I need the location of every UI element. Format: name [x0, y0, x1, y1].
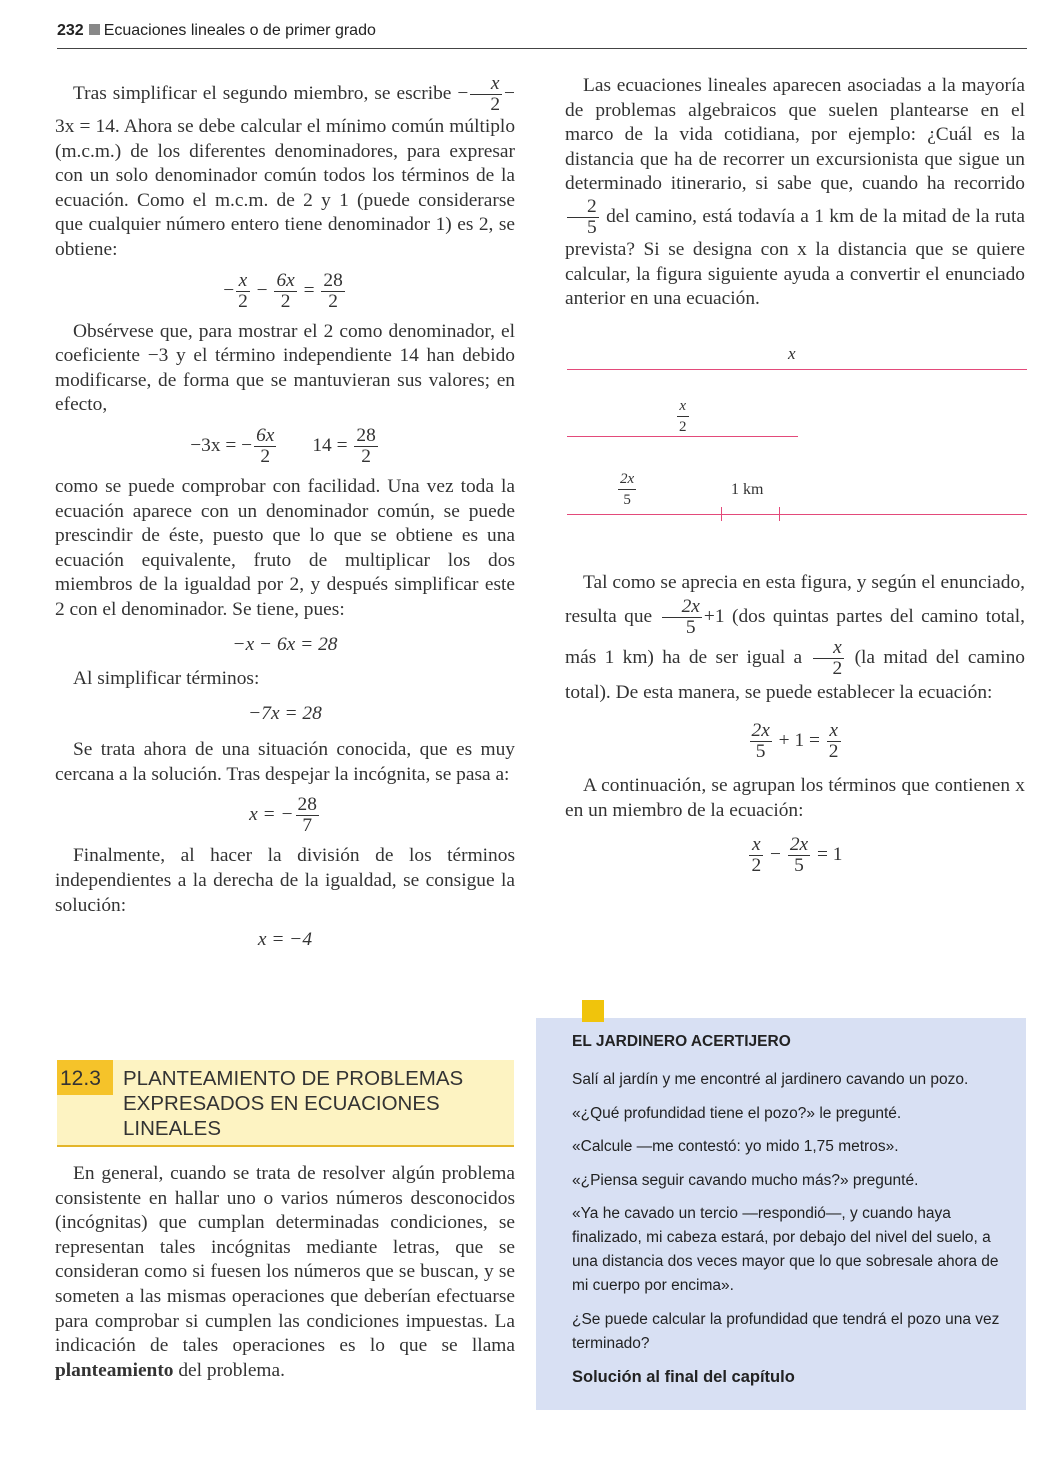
diagram-label-two-fifths: $\frac{2x}{5}$: [620, 471, 635, 508]
tick-mark: [721, 507, 722, 521]
right-column: [565, 74, 1025, 312]
fraction: $\frac{x}{2}$: [470, 74, 502, 115]
puzzle-line: «Ya he cavado un tercio —respondió—, y cuando haya finalizado, mi cabeza estará, por debajo del nivel del suelo, a una distancia dos veces mayor que lo que sobresale ahora de mi cuerpo por encima».: [572, 1205, 999, 1294]
diagram-label-x: x: [788, 344, 796, 363]
puzzle-solution-note: Solución al final del capítulo: [572, 1368, 795, 1386]
paragraph: En general, cuando se trata de resolver algún problema consistente en hallar uno o varios números desconocidos (incógnitas) que cumplan determinadas condiciones, se representan tales incógnitas mediante letras, que se consideran como si fuesen los números que se buscan, y se someten a las mismas operaciones que deberían efectuarse para comprobar si cumplen las condiciones impuestas. La indicación de tales operaciones es lo que se llama planteamiento del problema.: [55, 1163, 515, 1381]
bold-term: planteamiento: [55, 1359, 174, 1381]
equation: $\frac{2x}{5}$ + 1 = $\frac{x}{2}$: [751, 720, 839, 762]
distance-diagram: [567, 338, 1027, 528]
box-tab-square: [582, 1000, 604, 1022]
paragraph: Tras simplificar el segundo miembro, se escribe − $\frac{x}{2}$ − 3x = 14. Ahora se debe calcular el mínimo común múltiplo (m.c.m.) de los diferentes denominadores, para expresar con un solo denominador común todos los términos de la ecuación. Como el m.c.m. de 2 y 1 (puede considerarse que cualquier número entero tiene denominador 1) es 2, se obtiene:: [55, 73, 516, 260]
puzzle-content: [572, 1030, 1010, 1399]
paragraph: Tal como se aprecia en esta figura, y según el enunciado, resulta que $\frac{2x}{5}$ +1 (dos quintas partes del camino total, más 1 km) ha de ser igual a $\frac{x}{2}$ (la mitad del camino total). De esta manera, se puede establecer la ecuación:: [565, 572, 1026, 703]
puzzle-line: ¿Se puede calcular la profundidad que tendrá el pozo una vez terminado?: [572, 1310, 1000, 1352]
running-title: Ecuaciones lineales o de primer grado: [103, 22, 376, 39]
equation: −x − 6x = 28: [232, 633, 338, 655]
running-header: [57, 22, 1027, 49]
equation: −3x = − $\frac{6x}{2}$ 14 = $\frac{28}{2}$: [190, 424, 376, 467]
paragraph: como se puede comprobar con facilidad. Una vez toda la ecuación aparece con un denominador común, se puede prescindir de éste, puesto que lo que se obtiene es una ecuación equivalente, fruto de multiplicar los dos miembros de la igualdad por 2, y después simplificar este 2 con el denominador. Se tiene, pues:: [55, 475, 515, 620]
puzzle-line: «¿Qué profundidad tiene el pozo?» le pregunté.: [572, 1104, 902, 1122]
puzzle-line: Salí al jardín y me encontré al jardinero cavando un pozo.: [572, 1071, 969, 1088]
section-heading: [57, 1060, 514, 1147]
segment-half: [567, 436, 798, 437]
paragraph: Al simplificar términos:: [73, 668, 260, 690]
right-column-continued: [565, 569, 1025, 876]
diagram-label-km: 1 km: [731, 481, 764, 498]
section-number: 12.3: [57, 1060, 113, 1095]
equation: x = −4: [257, 929, 313, 951]
left-column: [55, 74, 515, 953]
equation: x = − $\frac{28}{7}$: [249, 794, 317, 837]
paragraph: Las ecuaciones lineales aparecen asociadas a la mayoría de problemas algebraicos que suelen plantearse en el marco de la vida cotidiana, por ejemplo: ¿Cuál es la distancia que ha de recorrer un excursionista que sigue un determinado itinerario, si sabe que, cuando ha recorrido $\frac{2}{5}$ del camino, está todavía a 1 km de la mitad de la ruta prevista? Si se designa con x la distancia que se quiere calcular, la figura siguiente ayuda a convertir el enunciado anterior en una ecuación.: [565, 75, 1025, 310]
section-body: [55, 1162, 515, 1383]
diagram-label-half: $\frac{x}{2}$: [679, 398, 687, 435]
tick-mark: [779, 507, 780, 521]
page-number: 232: [57, 22, 84, 39]
equation: −7x = 28: [248, 702, 322, 724]
paragraph: A continuación, se agrupan los términos que contienen x en un miembro de la ecuación:: [565, 775, 1025, 821]
paragraph: Se trata ahora de una situación conocida, que es muy cercana a la solución. Tras despejar la incógnita, se pasa a:: [55, 739, 515, 785]
equation: $\frac{x}{2}$ − $\frac{2x}{5}$ = 1: [751, 834, 843, 877]
puzzle-line: «Calcule —me contestó: yo mido 1,75 metros».: [572, 1138, 899, 1155]
paragraph: Finalmente, al hacer la división de los términos independientes a la derecha de la igualdad, se consigue la solución:: [55, 845, 515, 916]
puzzle-title: EL JARDINERO ACERTIJERO: [572, 1033, 791, 1050]
paragraph: Obsérvese que, para mostrar el 2 como denominador, el coeficiente −3 y el término independiente 14 han debido modificarse, de forma que se mantuvieran sus valores; en efecto,: [55, 320, 515, 416]
segment-total: [567, 369, 1027, 370]
puzzle-box: [536, 1018, 1026, 1410]
segment-two-fifths: [567, 514, 1027, 515]
header-square-icon: [89, 24, 100, 35]
puzzle-line: «¿Piensa seguir cavando mucho más?» pregunté.: [572, 1171, 919, 1189]
equation: − $\frac{x}{2}$ − $\frac{6x}{2}$ = $\frac{28}{2}$: [223, 269, 343, 312]
section-title: PLANTEAMIENTO DE PROBLEMAS EXPRESADOS EN ECUACIONES LINEALES: [123, 1067, 464, 1140]
